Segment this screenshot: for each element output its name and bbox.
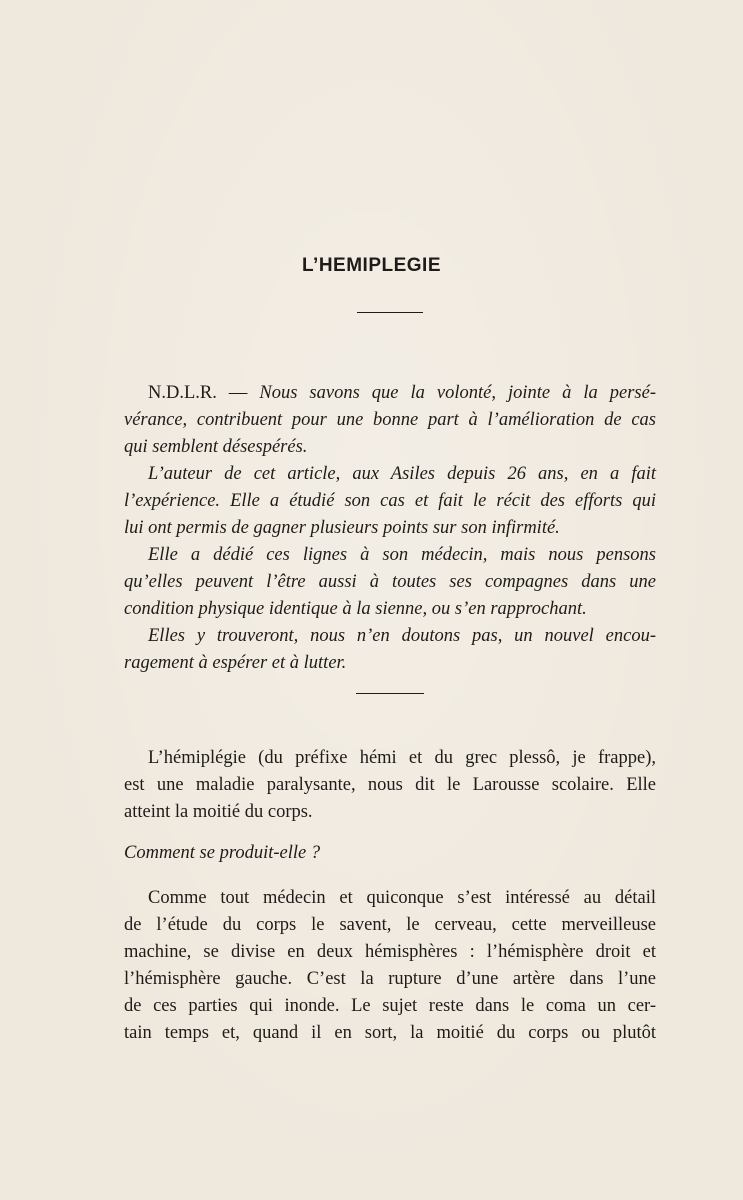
article-title: L’HEMIPLEGIE (301, 255, 442, 276)
paragraph-line: tain temps et, quand il en sort, la moitié du corps ou plutôt (124, 1023, 656, 1043)
editor-note-text: Nous savons que la volonté, jointe à la persé- (259, 383, 656, 403)
paragraph-line: machine, se divise en deux hémisphères : l’hémisphère droit et (124, 942, 656, 962)
editor-note-line (124, 380, 656, 407)
editor-note-line: Elles y trouveront, nous n’en doutons pas, un nouvel encou- (148, 626, 656, 646)
editor-note-line: vérance, contribuent pour une bonne part à l’amélioration de cas (124, 410, 656, 430)
editor-note-line: ragement à espérer et à lutter. (124, 653, 347, 673)
editor-note (124, 380, 656, 677)
paragraph-line: de l’étude du corps le savent, le cerveau, cette merveilleuse (124, 915, 656, 935)
paragraph-line: Comme tout médecin et quiconque s’est intéressé au détail (148, 888, 656, 908)
editor-note-line: L’auteur de cet article, aux Asiles depuis 26 ans, en a fait (148, 464, 656, 484)
paragraph-line: L’hémiplégie (du préfixe hémi et du grec plessô, je frappe), (148, 748, 656, 768)
paragraph-line: l’hémisphère gauche. C’est la rupture d’une artère dans l’une (124, 969, 656, 989)
paragraph-line: atteint la moitié du corps. (124, 802, 313, 822)
paragraph-line: de ces parties qui inonde. Le sujet reste dans le coma un cer- (124, 996, 656, 1016)
editor-note-line: Elle a dédié ces lignes à son médecin, mais nous pensons (148, 545, 656, 565)
section-subheading: Comment se produit-elle ? (124, 843, 321, 863)
editor-note-line: condition physique identique à la sienne, ou s’en rapprochant. (124, 599, 587, 619)
editor-note-line: qui semblent désespérés. (124, 437, 308, 457)
section-divider (356, 693, 424, 694)
title-divider (357, 312, 423, 313)
editor-note-line: lui ont permis de gagner plusieurs points sur son infirmité. (124, 518, 560, 538)
editor-note-line: l’expérience. Elle a étudié son cas et fait le récit des efforts qui (124, 491, 656, 511)
intro-paragraph (124, 745, 656, 826)
paragraph-line: est une maladie paralysante, nous dit le Larousse scolaire. Elle (124, 775, 656, 795)
editor-note-lead: N.D.L.R. — (148, 383, 248, 403)
editor-note-line: qu’elles peuvent l’être aussi à toutes ses compagnes dans une (124, 572, 656, 592)
body-paragraph (124, 885, 656, 1047)
